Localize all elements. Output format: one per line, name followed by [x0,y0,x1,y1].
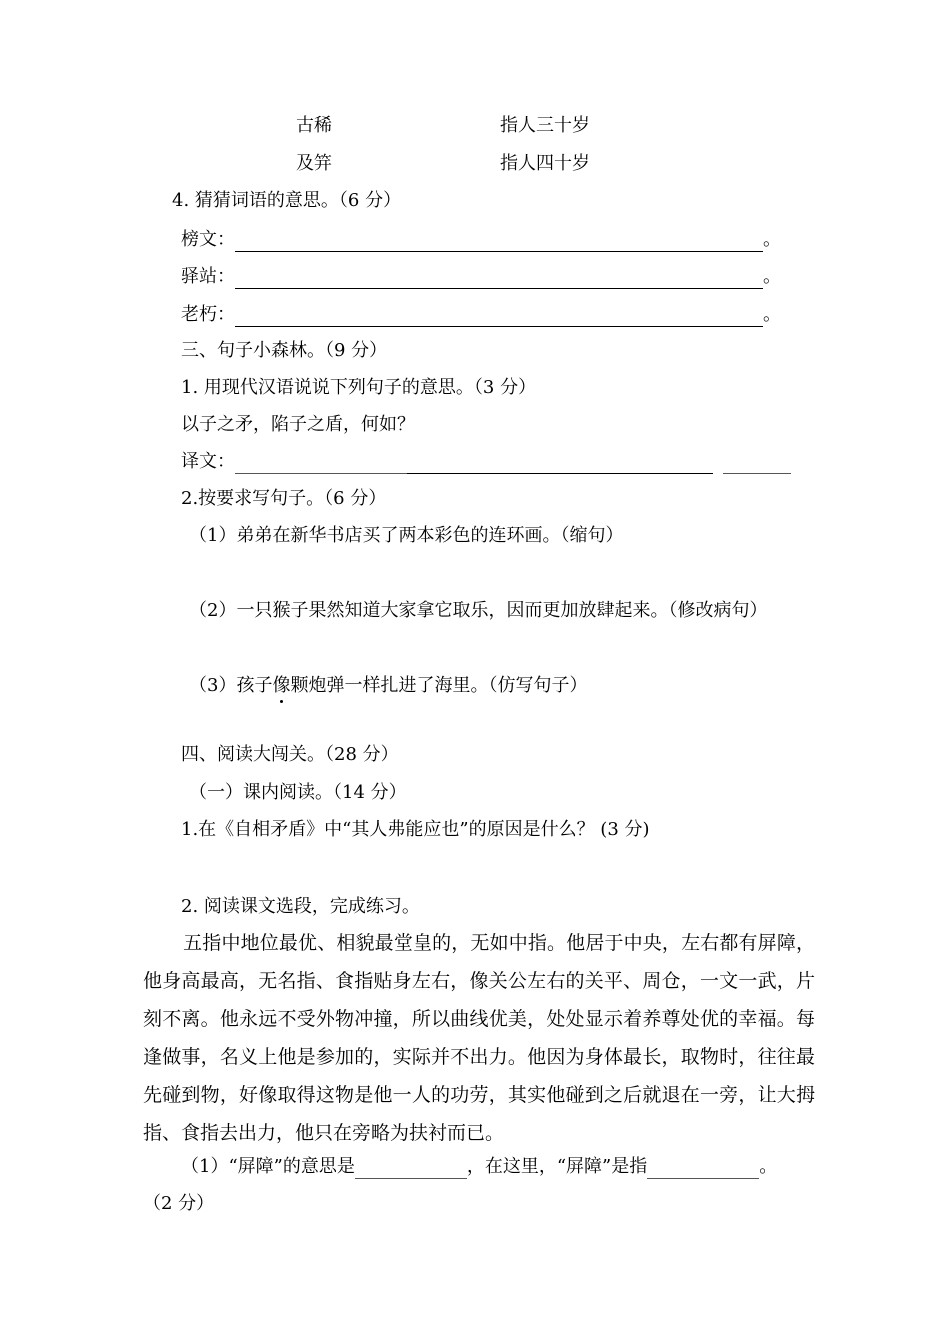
answer-line[interactable] [235,308,763,327]
match-meaning-2: 指人四十岁 [500,153,590,174]
answer-line[interactable] [235,457,407,474]
q4-item-3 [181,303,781,327]
emphasis-dot-char: 像 [272,675,291,696]
s3-q1-sentence: 以子之矛，陷子之盾，何如？ [181,414,415,435]
answer-line[interactable] [723,457,791,474]
s3-q2-title: 2.按要求写句子。（6 分） [181,488,387,509]
answer-line[interactable] [235,270,763,289]
s3-q1-title: 1. 用现代汉语说说下列句子的意思。（3 分） [181,377,537,398]
section4-title: 四、阅读大闯关。（28 分） [181,744,399,765]
q4-title: 4. 猜猜词语的意思。（6 分） [172,190,402,211]
q4-item-1 [181,228,781,252]
match-term-1: 古稀 [296,115,332,136]
s3-q2-item-2: （2）一只猴子果然知道大家拿它取乐，因而更加放肆起来。（修改病句） [189,600,768,621]
answer-line[interactable] [647,1162,759,1179]
s3-q2-item-3: （3）孩子像颗炮弹一样扎进了海里。（仿写句子） [189,675,588,696]
match-meaning-1: 指人三十岁 [500,115,590,136]
answer-line[interactable] [355,1162,467,1179]
s3-q2-item-1: （1）弟弟在新华书店买了两本彩色的连环画。（缩句） [189,525,624,546]
answer-line[interactable] [235,233,763,252]
q4-item-label: 驿站： [181,266,235,287]
s4-q1: 1.在《自相矛盾》中“其人弗能应也”的原因是什么？ (3 分) [181,819,650,840]
q4-item-label: 老朽： [181,304,235,325]
s4-sub-q1-score: （2 分） [143,1193,215,1214]
translation-label: 译文： [181,451,235,472]
period: 。 [763,229,781,250]
match-term-2: 及笄 [296,153,332,174]
section3-title: 三、句子小森林。（9 分） [181,340,388,361]
period: 。 [763,304,781,325]
s4-q2-title: 2. 阅读课文选段，完成练习。 [181,896,420,917]
reading-passage: 五指中地位最优、相貌最堂皇的，无如中指。他居于中央，左右都有屏障，他身高最高，无名指、食指贴身左右，像关公左右的关平、周仓，一文一武，片刻不离。他永远不受外物冲撞，所以曲线优美，处处显示着养尊处优的幸福。每逢做事，名义上他是参加的，实际并不出力。他因为身体最长，取物时，往往最先碰到物，好像取得这物是他一人的功劳，其实他碰到之后就退在一旁，让大拇指、食指去出力，他只在旁略为扶衬而已。 [143,932,815,1144]
q4-item-label: 榜文： [181,229,235,250]
answer-line[interactable] [407,455,713,474]
q4-item-2 [181,265,781,289]
s3-q1-translation [181,450,791,474]
s4-sub1-title: （一）课内阅读。（14 分） [189,782,407,803]
s4-sub-q1: （1）“屏障”的意思是 ，在这里，“屏障”是指 。 [181,1156,778,1177]
period: 。 [763,266,781,287]
